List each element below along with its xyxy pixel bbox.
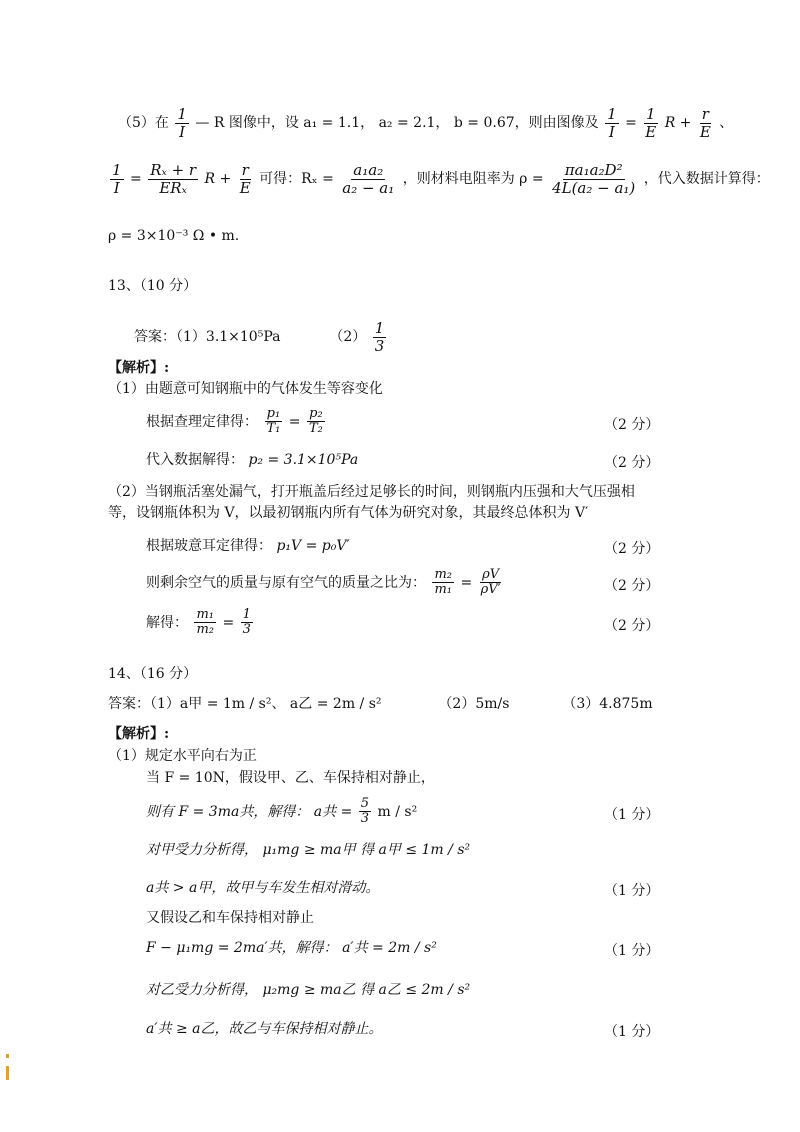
q13-score-sub: （2 分） xyxy=(604,455,660,471)
q13-boyle-label: 根据玻意耳定律得： xyxy=(146,538,272,554)
q13-heading: 13、（10 分） xyxy=(108,278,198,294)
fraction-1-over-i-2: $\frac{1}{I}$ xyxy=(607,105,617,141)
fraction-1-over-e: $\frac{1}{E}$ xyxy=(645,105,657,141)
q14-p1-intro: （1）规定水平向右为正 xyxy=(108,748,257,764)
q12-part5-prefix: （5）在 xyxy=(118,115,169,131)
q14-score-yi-static: （1 分） xyxy=(604,1024,660,1040)
fraction-p2-t2: $\frac{\text{p₂}}{\text{T₂}}$ xyxy=(308,406,323,437)
q14-assume2: 又假设乙和车保持相对静止 xyxy=(146,910,314,926)
q14-common-unit: m / s² xyxy=(377,803,418,820)
q13-solve-label: 解得： xyxy=(146,614,188,631)
q14-eq-yi: F − μ₁mg = 2ma′共，解得： a′共 = 2m / s² xyxy=(146,940,437,956)
q12-part5-line1: （5）在 $\frac{1}{I}$ — R 图像中，设 a₁ = 1.1， a₂ = 2.1， b = 0.67，则由图像及 $\frac{1}{I}$ = $\frac{1}{E}$ R + $\frac{r}{E}$ 、 xyxy=(118,105,734,141)
fraction-one-third: $\frac{1}{3}$ xyxy=(374,319,385,355)
q13-answer-part1: 答案：（1）3.1×10⁵Pa xyxy=(134,329,281,345)
q14-assume1: 当 F = 10N，假设甲、乙、车保持相对静止， xyxy=(146,770,435,786)
q13-sub-line xyxy=(146,452,358,469)
fraction-5-3: $\frac{5}{3}$ xyxy=(360,796,370,827)
q14-answer-2: （2）5m/s xyxy=(438,696,510,712)
fraction-1-over-i: $\frac{1}{I}$ xyxy=(177,105,187,141)
q14-answer-3: （3）4.875m xyxy=(562,696,653,712)
q13-charles-line: 根据查理定律得： $\frac{\text{p₁}}{\text{T₁}}$ = $\frac{\text{p₂}}{\text{T₂}}$ xyxy=(146,406,323,437)
q13-analysis-label: 【解析】: xyxy=(108,360,170,376)
q13-score-ratio: （2 分） xyxy=(604,578,660,594)
q13-answer xyxy=(134,320,388,354)
q13-score-boyle: （2 分） xyxy=(604,541,660,557)
fraction-p1-t1: $\frac{\text{p₁}}{\text{T₁}}$ xyxy=(266,406,281,437)
q12-eq2-text: 可得：Rₓ = xyxy=(259,171,334,187)
fraction-rx-plus-r: $\frac{\text{Rₓ + r}}{\text{ERₓ}}$ xyxy=(150,161,197,197)
q14-answer-1: 答案：（1）a甲 = 1m / s²、 a乙 = 2m / s² xyxy=(108,696,382,712)
fraction-rhov: $\frac{\rho V}{\rho V'}$ xyxy=(480,567,501,598)
q13-ratio-label: 则剩余空气的质量与原有空气的质量之比为： xyxy=(146,574,426,591)
q12-eq2-mid: R + xyxy=(204,171,232,187)
fraction-r-over-e: $\frac{r}{E}$ xyxy=(699,105,711,141)
fraction-1-over-i-3: $\frac{1}{I}$ xyxy=(112,161,122,197)
q12-trail: 、 xyxy=(719,115,734,131)
fraction-rx-result: $\frac{\text{a₁a₂}}{\text{a₂ − a₁}}$ xyxy=(342,161,395,197)
q13-solve-line: 解得： $\frac{\text{m₁}}{\text{m₂}}$ = $\frac{1}{3}$ xyxy=(146,607,251,638)
q14-common-line xyxy=(146,797,417,827)
q13-p1-intro: （1）由题意可知钢瓶中的气体发生等容变化 xyxy=(108,381,383,397)
q13-answer-part2: （2） xyxy=(329,329,367,345)
q14-common-label: 则有 F = 3ma共，解得： a共 = xyxy=(146,803,353,820)
q13-p2-intro-line1: （2）当钢瓶活塞处漏气，打开瓶盖后经过足够长的时间，则钢瓶内压强和大气压强相 xyxy=(108,484,635,500)
q14-heading: 14、（16 分） xyxy=(108,666,198,682)
q14-yi-force: 对乙受力分析得， μ₂mg ≥ ma乙 得 a乙 ≤ 2m / s² xyxy=(146,982,471,998)
fraction-r-over-e-2: $\frac{r}{E}$ xyxy=(239,161,251,197)
fraction-rho: $\frac{\text{πa₁a₂D²}}{\text{4L(a₂ − a₁)}}$ xyxy=(552,161,636,197)
q12-rho-text: ，则材料电阻率为 ρ = xyxy=(402,171,544,187)
page-edge-marker-2 xyxy=(6,1066,9,1080)
q14-yi-static: a′共 ≥ a乙，故乙与车保持相对静止。 xyxy=(146,1021,383,1037)
q12-part5-line2: $\frac{1}{I}$ = $\frac{\text{Rₓ + r}}{\text{ERₓ}}$ R + $\frac{r}{E}$ 可得：Rₓ = $\frac{\text{a₁a₂}}{\text{a₂ − a₁}}$ ，则材料电阻率为 ρ = $\frac{\text{πa₁a₂D²}}{\text{4L(a₂ − a₁)}}$ ，代入数据计算得： xyxy=(112,161,770,197)
q14-score-common: （1 分） xyxy=(604,807,660,823)
fraction-m2-m1: $\frac{\text{m₂}}{\text{m₁}}$ xyxy=(434,567,452,598)
q14-score-jia: （1 分） xyxy=(604,883,660,899)
q13-p2-intro-line2: 等，设钢瓶体积为 V，以最初钢瓶内所有气体为研究对象，其最终总体积为 V′ xyxy=(108,505,589,521)
q13-ratio-line: 则剩余空气的质量与原有空气的质量之比为： $\frac{\text{m₂}}{\text{m₁}}$ = $\frac{\rho V}{\rho V'}$ xyxy=(146,567,501,598)
q13-score-charles: （2 分） xyxy=(604,417,660,433)
q12-eq1-mid: R + xyxy=(664,115,692,131)
q13-score-solve: （2 分） xyxy=(604,618,660,634)
q14-jia-force: 对甲受力分析得， μ₁mg ≥ ma甲 得 a甲 ≤ 1m / s² xyxy=(146,842,471,858)
fraction-m1-m2: $\frac{\text{m₁}}{\text{m₂}}$ xyxy=(196,607,214,638)
page-edge-marker xyxy=(6,1054,9,1058)
q13-charles-label: 根据查理定律得： xyxy=(146,413,258,430)
q12-rho-tail: ，代入数据计算得： xyxy=(643,171,770,187)
q14-score-yi: （1 分） xyxy=(604,943,660,959)
q14-answer-line xyxy=(108,696,653,713)
q14-analysis-label: 【解析】: xyxy=(108,726,170,742)
q14-jia-slide: a共 > a甲，故甲与车发生相对滑动。 xyxy=(146,880,380,896)
q13-sub-value: p₂ = 3.1×10⁵Pa xyxy=(248,452,359,468)
q13-boyle-line xyxy=(146,538,350,555)
fraction-1-3: $\frac{1}{3}$ xyxy=(242,607,251,638)
q12-result: ρ = 3×10⁻³ Ω • m. xyxy=(108,228,240,244)
q13-boyle-eq: p₁V = p₀V′ xyxy=(276,538,350,554)
q13-sub-label: 代入数据解得： xyxy=(146,452,244,468)
q12-graph-text: — R 图像中，设 a₁ = 1.1， a₂ = 2.1， b = 0.67，则由图像及 xyxy=(195,115,599,131)
